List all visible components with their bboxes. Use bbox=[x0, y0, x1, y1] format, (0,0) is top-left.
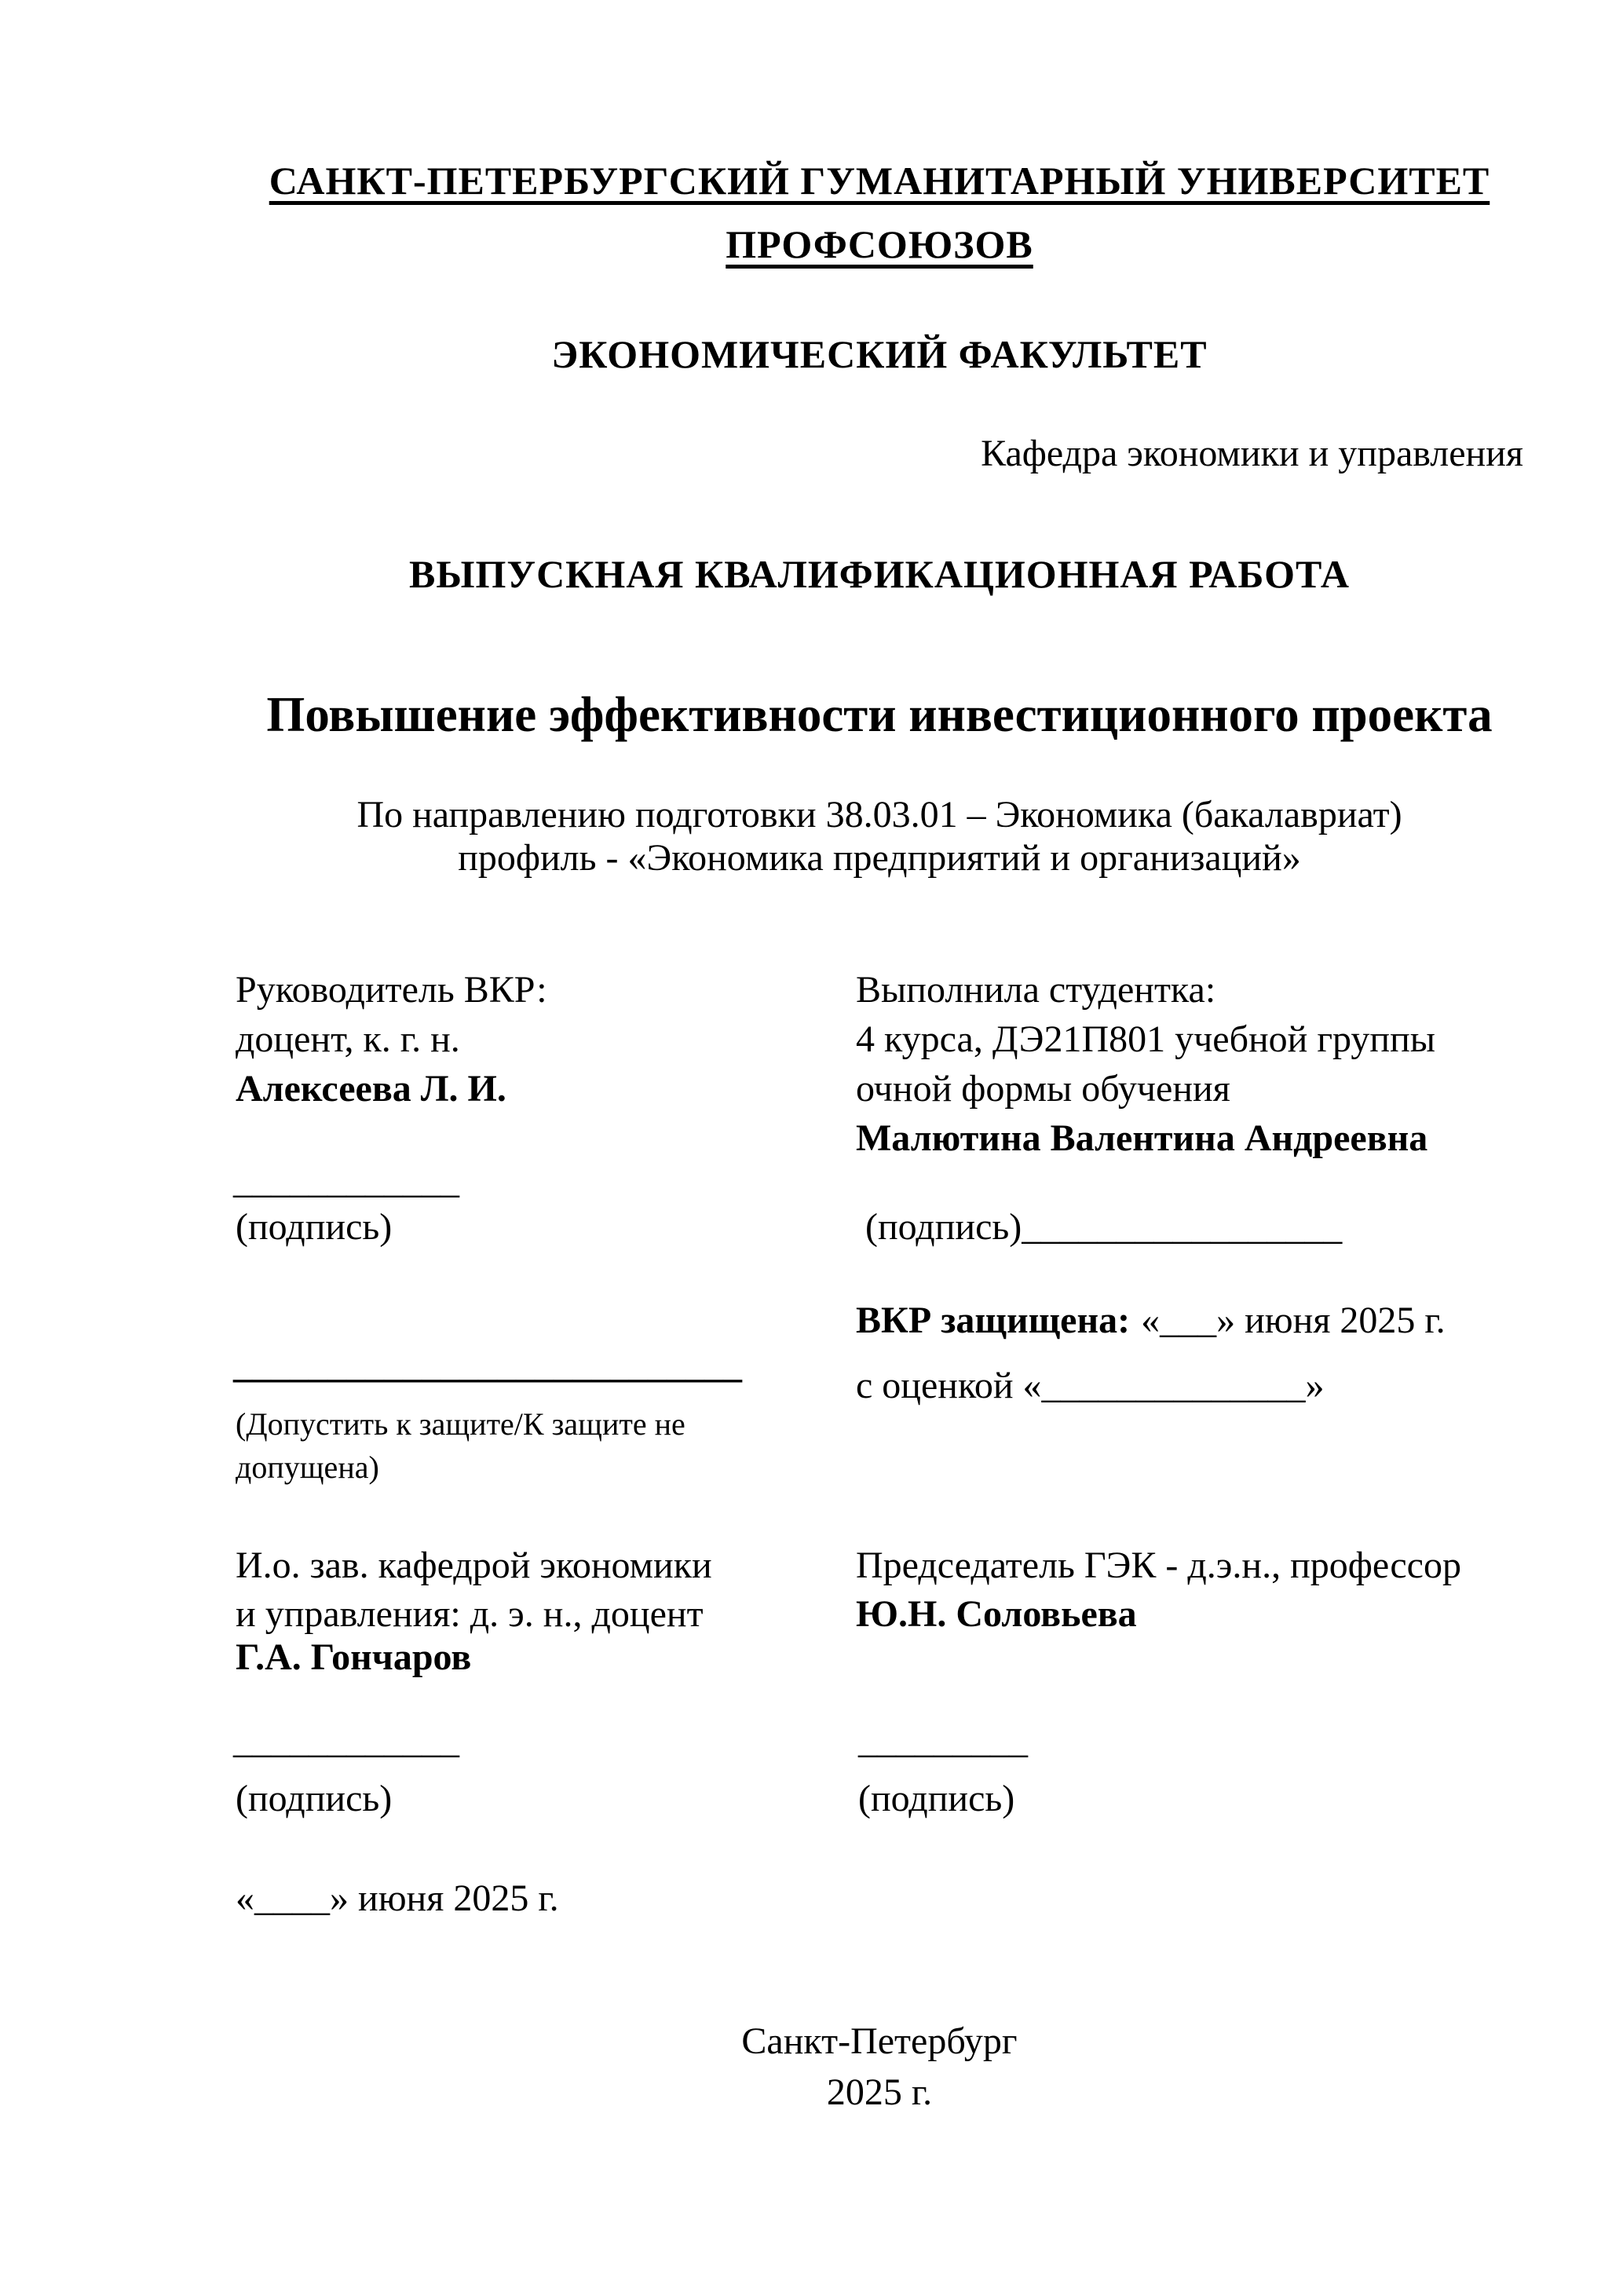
faculty-name: ЭКОНОМИЧЕСКИЙ ФАКУЛЬТЕТ bbox=[551, 332, 1208, 376]
department-head-name: Г.А. Гончаров bbox=[236, 1636, 472, 1678]
department-head-signature-line: ____________ bbox=[233, 1720, 459, 1761]
department-name: Кафедра экономики и управления bbox=[981, 433, 1523, 474]
committee-signature-caption: (подпись) bbox=[858, 1778, 1015, 1819]
supervisor-signature-line: ____________ bbox=[233, 1160, 459, 1201]
student-form: очной формы обучения bbox=[856, 1068, 1230, 1110]
department-head-position-line2: и управления: д. э. н., доцент bbox=[236, 1593, 704, 1635]
footer-city: Санкт-Петербург bbox=[741, 2020, 1018, 2062]
thesis-title: Повышение эффективности инвестиционного проекта bbox=[266, 687, 1493, 742]
student-signature-row bbox=[865, 1205, 1342, 1249]
defense-date-row bbox=[856, 1299, 1446, 1342]
supervisor-signature-caption: (подпись) bbox=[236, 1206, 393, 1248]
defense-defended-label: ВКР защищена: bbox=[856, 1300, 1131, 1341]
supervisor-label: Руководитель ВКР: bbox=[236, 969, 547, 1011]
department-head-position-line1: И.о. зав. кафедрой экономики bbox=[236, 1545, 712, 1586]
work-type-label: ВЫПУСКНАЯ КВАЛИФИКАЦИОННАЯ РАБОТА bbox=[409, 552, 1350, 596]
department-head-date: «____» июня 2025 г. bbox=[236, 1877, 559, 1919]
footer-year: 2025 г. bbox=[826, 2071, 933, 2113]
committee-chairman-name: Ю.Н. Соловьева bbox=[856, 1593, 1137, 1635]
admission-caption-line1: (Допустить к защите/К защите не bbox=[236, 1406, 685, 1442]
university-name-line2: ПРОФСОЮЗОВ bbox=[726, 222, 1033, 266]
committee-chairman-position: Председатель ГЭК - д.э.н., профессор bbox=[856, 1545, 1461, 1586]
admission-caption-line2: допущена) bbox=[236, 1450, 379, 1485]
student-signature-line: _________________ bbox=[1022, 1206, 1343, 1248]
student-signature-caption: (подпись) bbox=[865, 1206, 1022, 1248]
supervisor-degree: доцент, к. г. н. bbox=[236, 1018, 460, 1060]
defense-defended-date: «___» июня 2025 г. bbox=[1141, 1300, 1446, 1341]
admission-signature-line: ___________________________ bbox=[233, 1344, 742, 1386]
supervisor-name: Алексеева Л. И. bbox=[236, 1068, 506, 1110]
department-head-signature-caption: (подпись) bbox=[236, 1778, 393, 1819]
committee-signature-line: _________ bbox=[858, 1720, 1028, 1761]
student-label: Выполнила студентка: bbox=[856, 969, 1216, 1011]
defense-grade-line: с оценкой «______________» bbox=[856, 1365, 1325, 1406]
university-name-line1: САНКТ-ПЕТЕРБУРГСКИЙ ГУМАНИТАРНЫЙ УНИВЕРСИТЕТ bbox=[269, 159, 1490, 203]
profile-line: профиль - «Экономика предприятий и организаций» bbox=[458, 837, 1301, 879]
direction-line: По направлению подготовки 38.03.01 – Экономика (бакалавриат) bbox=[356, 794, 1402, 835]
student-name: Малютина Валентина Андреевна bbox=[856, 1117, 1428, 1159]
student-group: 4 курса, ДЭ21П801 учебной группы bbox=[856, 1018, 1436, 1060]
